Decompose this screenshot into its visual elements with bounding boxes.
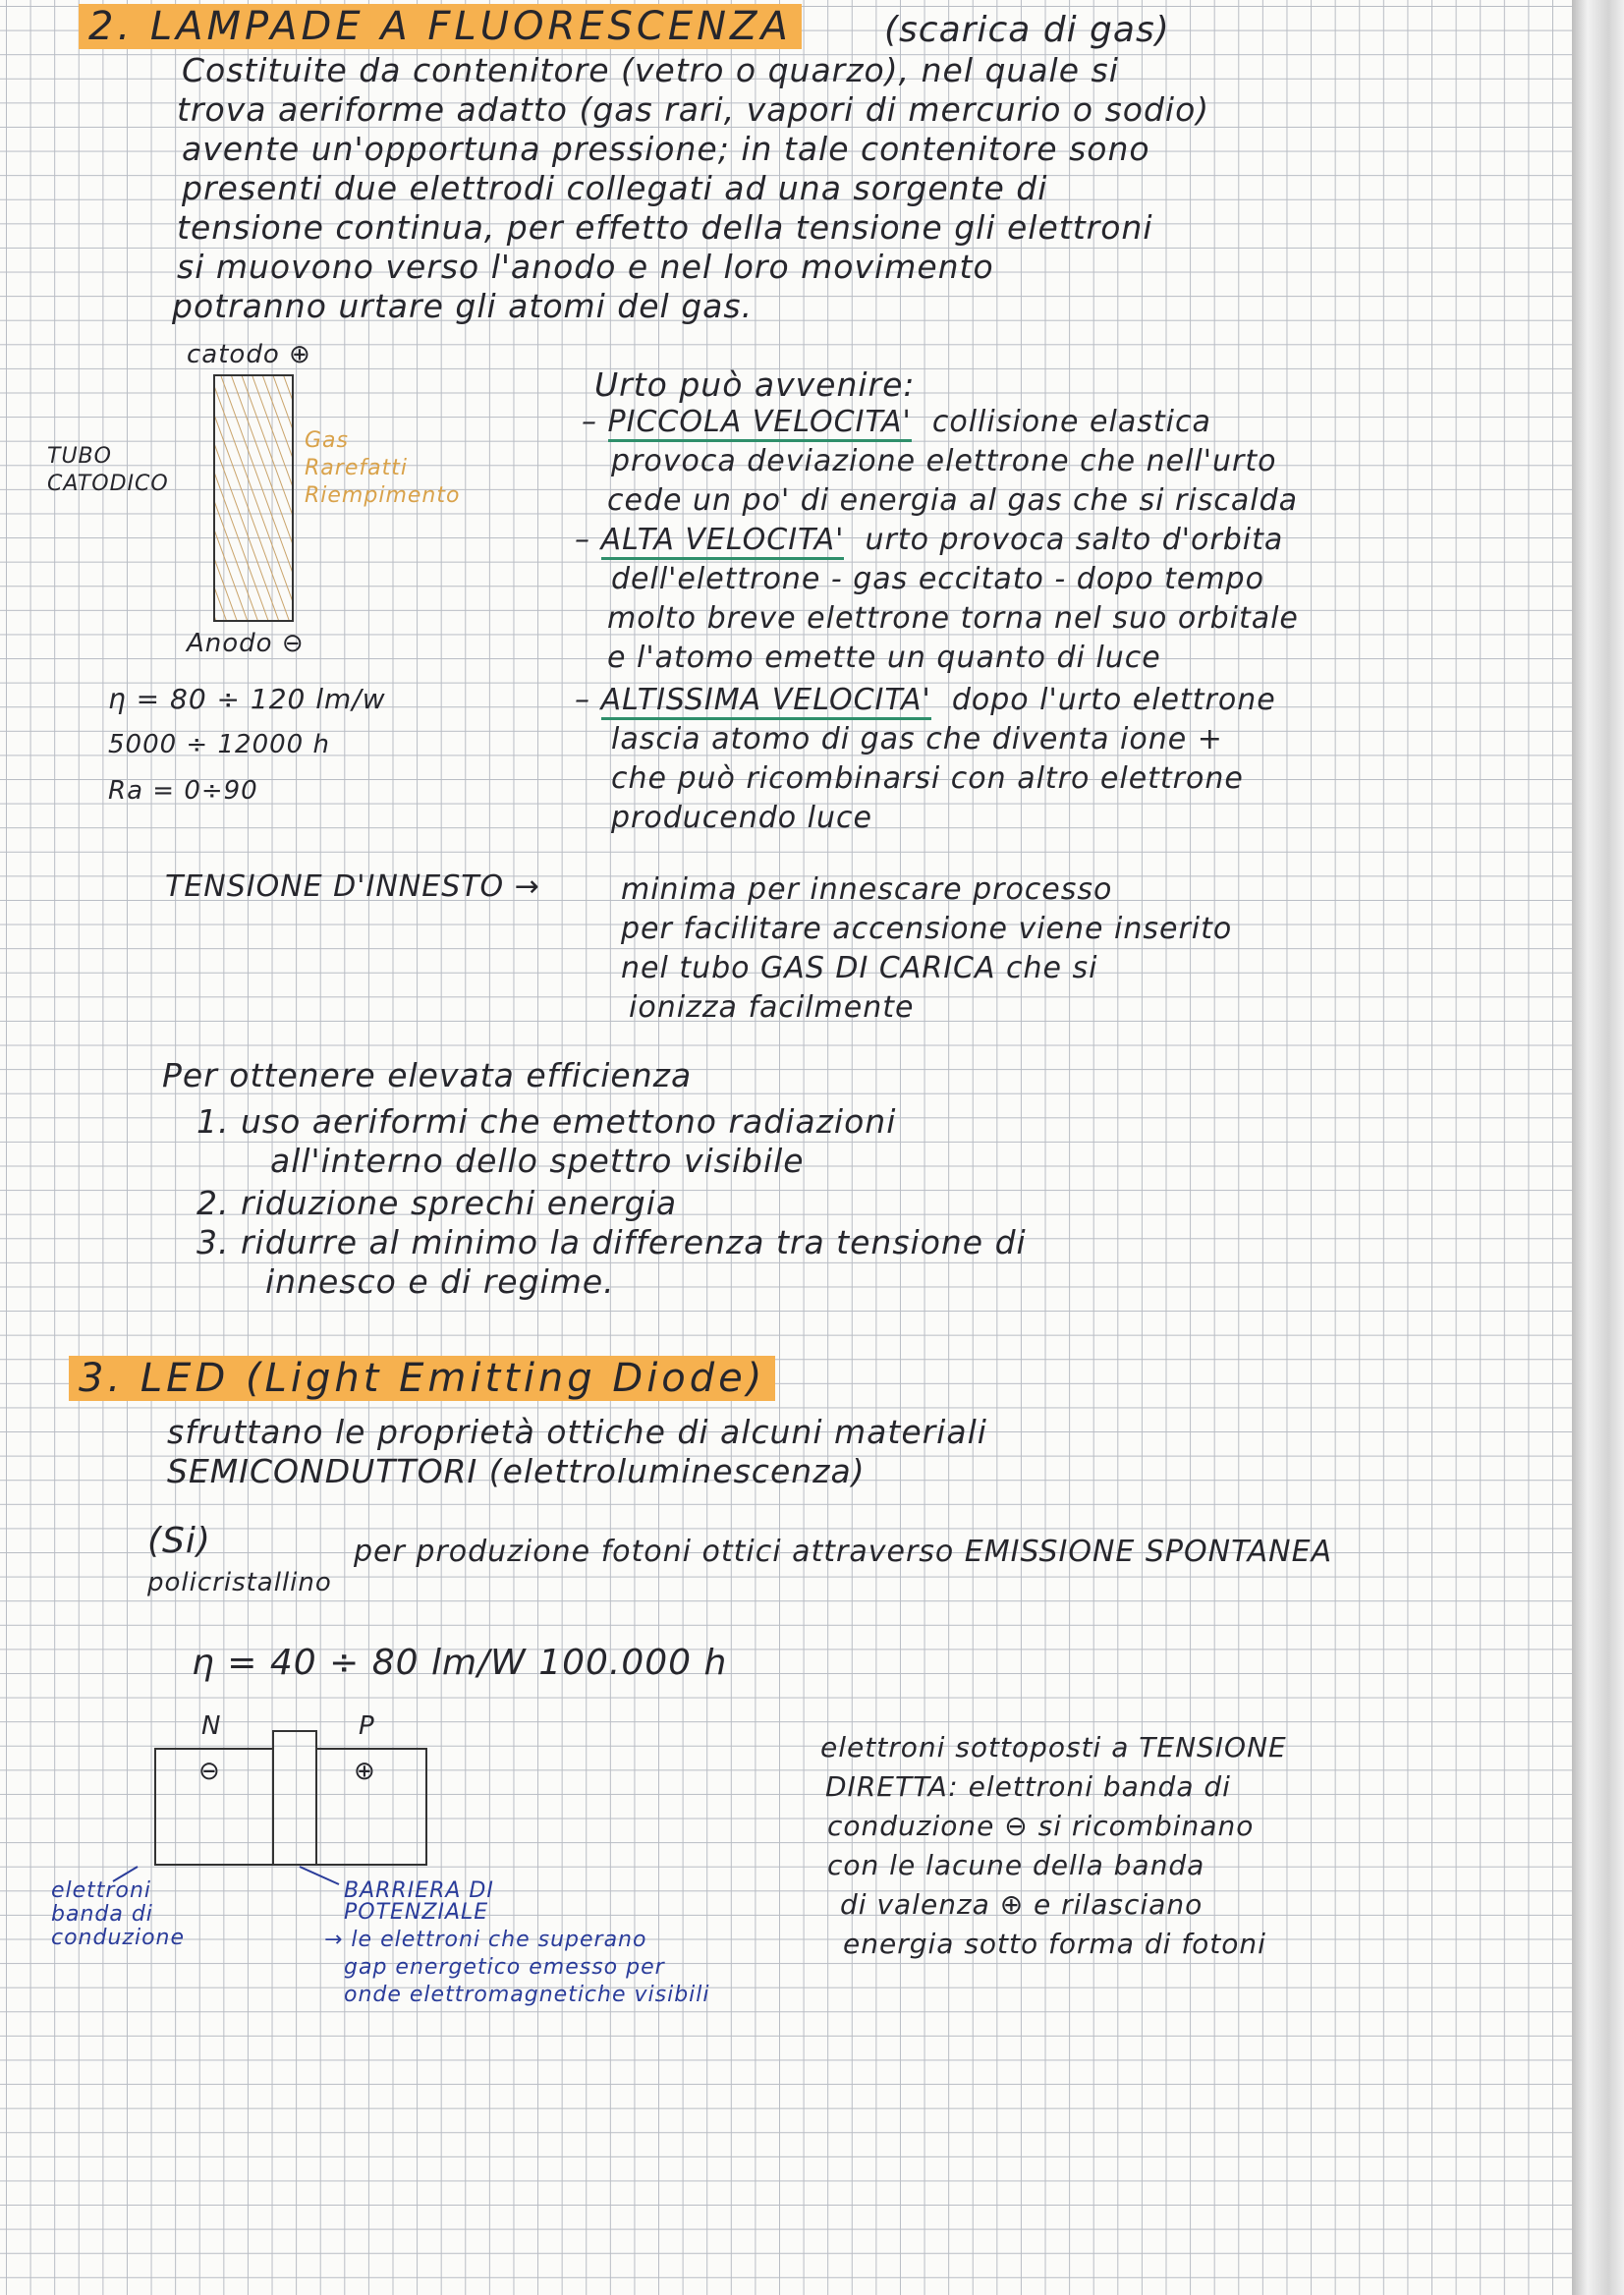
direct-voltage-line: conduzione ⊖ si ricombinano [827,1810,1255,1842]
barrier-title: BARRIERA DI [344,1878,494,1903]
ignition-line: minima per innescare processo [621,872,1113,907]
section-2-title: 2. LAMPADE A FLUORESCENZA [79,4,802,49]
notebook-binding [1572,0,1624,2295]
spec-life: 5000 ÷ 12000 h [108,730,330,759]
barrier-title: POTENZIALE [344,1900,489,1925]
conduction-note: elettroni [51,1878,151,1903]
gas-label: Rarefatti [305,456,408,480]
ignition-line: per facilitare accensione viene inserito [621,912,1233,946]
collision-item: – PICCOLA VELOCITA' collisione elastica [582,405,1211,439]
collision-line: cede un po' di energia al gas che si riscalda [607,483,1298,518]
tube-label: CATODICO [47,472,169,496]
poly-label: policristallino [147,1568,332,1597]
collision-line: molto breve elettrone torna nel suo orbitale [607,601,1299,636]
si-label: (Si) [147,1521,211,1561]
para-line: si muovono verso l'anodo e nel loro movimento [177,248,994,286]
direct-voltage-line: di valenza ⊕ e rilasciano [840,1888,1204,1921]
efficiency-intro: Per ottenere elevata efficienza [162,1056,693,1094]
conduction-note: conduzione [51,1926,186,1950]
p-sign-icon: ⊕ [354,1757,376,1786]
gas-label: Riempimento [305,483,461,508]
led-intro: sfruttano le proprietà ottiche di alcuni materiali [167,1413,987,1451]
cathode-label: catodo ⊕ [187,340,311,369]
collision-line: e l'atomo emette un quanto di luce [607,641,1161,675]
collision-line: lascia atomo di gas che diventa ione + [611,722,1223,756]
efficiency-item: 2. riduzione sprechi energia [196,1184,678,1222]
collision-line: producendo luce [611,801,872,835]
spec-ra: Ra = 0÷90 [108,776,258,806]
n-label: N [201,1711,222,1741]
collision-line: provoca deviazione elettrone che nell'urto [611,444,1277,478]
collision-line: dell'elettrone - gas eccitato - dopo tempo [611,562,1264,596]
barrier-note: gap energetico emesso per [344,1955,665,1980]
direct-voltage-line: DIRETTA: elettroni banda di [825,1770,1231,1803]
photon-line: per produzione fotoni ottici attraverso EMISSIONE SPONTANEA [354,1535,1333,1569]
collision-item: – ALTA VELOCITA' urto provoca salto d'orbita [575,523,1283,557]
direct-voltage-line: energia sotto forma di fotoni [843,1928,1266,1960]
efficiency-item: 3. ridurre al minimo la differenza tra tensione di [196,1223,1027,1261]
para-line: tensione continua, per effetto della tensione gli elettroni [177,208,1153,247]
led-specs: η = 40 ÷ 80 lm/W 100.000 h [192,1643,728,1683]
anode-label: Anodo ⊖ [187,629,305,658]
efficiency-item: all'interno dello spettro visibile [270,1142,805,1180]
led-intro: SEMICONDUTTORI (elettroluminescenza) [167,1452,866,1490]
collision-line: che può ricombinarsi con altro elettrone [611,761,1244,796]
efficiency-item: innesco e di regime. [265,1262,615,1301]
gas-label: Gas [305,428,349,453]
barrier-note: onde elettromagnetiche visibili [344,1983,710,2007]
tube-label: TUBO [47,444,112,469]
para-line: avente un'opportuna pressione; in tale contenitore sono [182,130,1150,168]
para-line: Costituite da contenitore (vetro o quarzo), nel quale si [182,51,1119,89]
collision-item: – ALTISSIMA VELOCITA' dopo l'urto elettrone [575,683,1276,717]
para-line: potranno urtare gli atomi del gas. [172,287,754,325]
efficiency-item: 1. uso aeriformi che emettono radiazioni [196,1102,897,1141]
section-2-subtitle: (scarica di gas) [884,10,1170,50]
direct-voltage-line: elettroni sottoposti a TENSIONE [820,1731,1287,1763]
ignition-label: TENSIONE D'INNESTO → [165,869,540,904]
para-line: trova aeriforme adatto (gas rari, vapori di mercurio o sodio) [177,90,1210,129]
ignition-line: nel tubo GAS DI CARICA che si [621,951,1098,985]
n-sign-icon: ⊖ [198,1757,221,1786]
collision-intro: Urto può avvenire: [594,365,916,404]
p-label: P [359,1711,375,1741]
ignition-line: ionizza facilmente [629,990,915,1025]
conduction-note: banda di [51,1902,153,1927]
section-3-title: 3. LED (Light Emitting Diode) [69,1356,775,1401]
para-line: presenti due elettrodi collegati ad una sorgente di [182,169,1048,207]
direct-voltage-line: con le lacune della banda [827,1849,1205,1881]
barrier-note: → le elettroni che superano [324,1928,647,1952]
spec-efficiency: η = 80 ÷ 120 lm/w [108,683,386,715]
